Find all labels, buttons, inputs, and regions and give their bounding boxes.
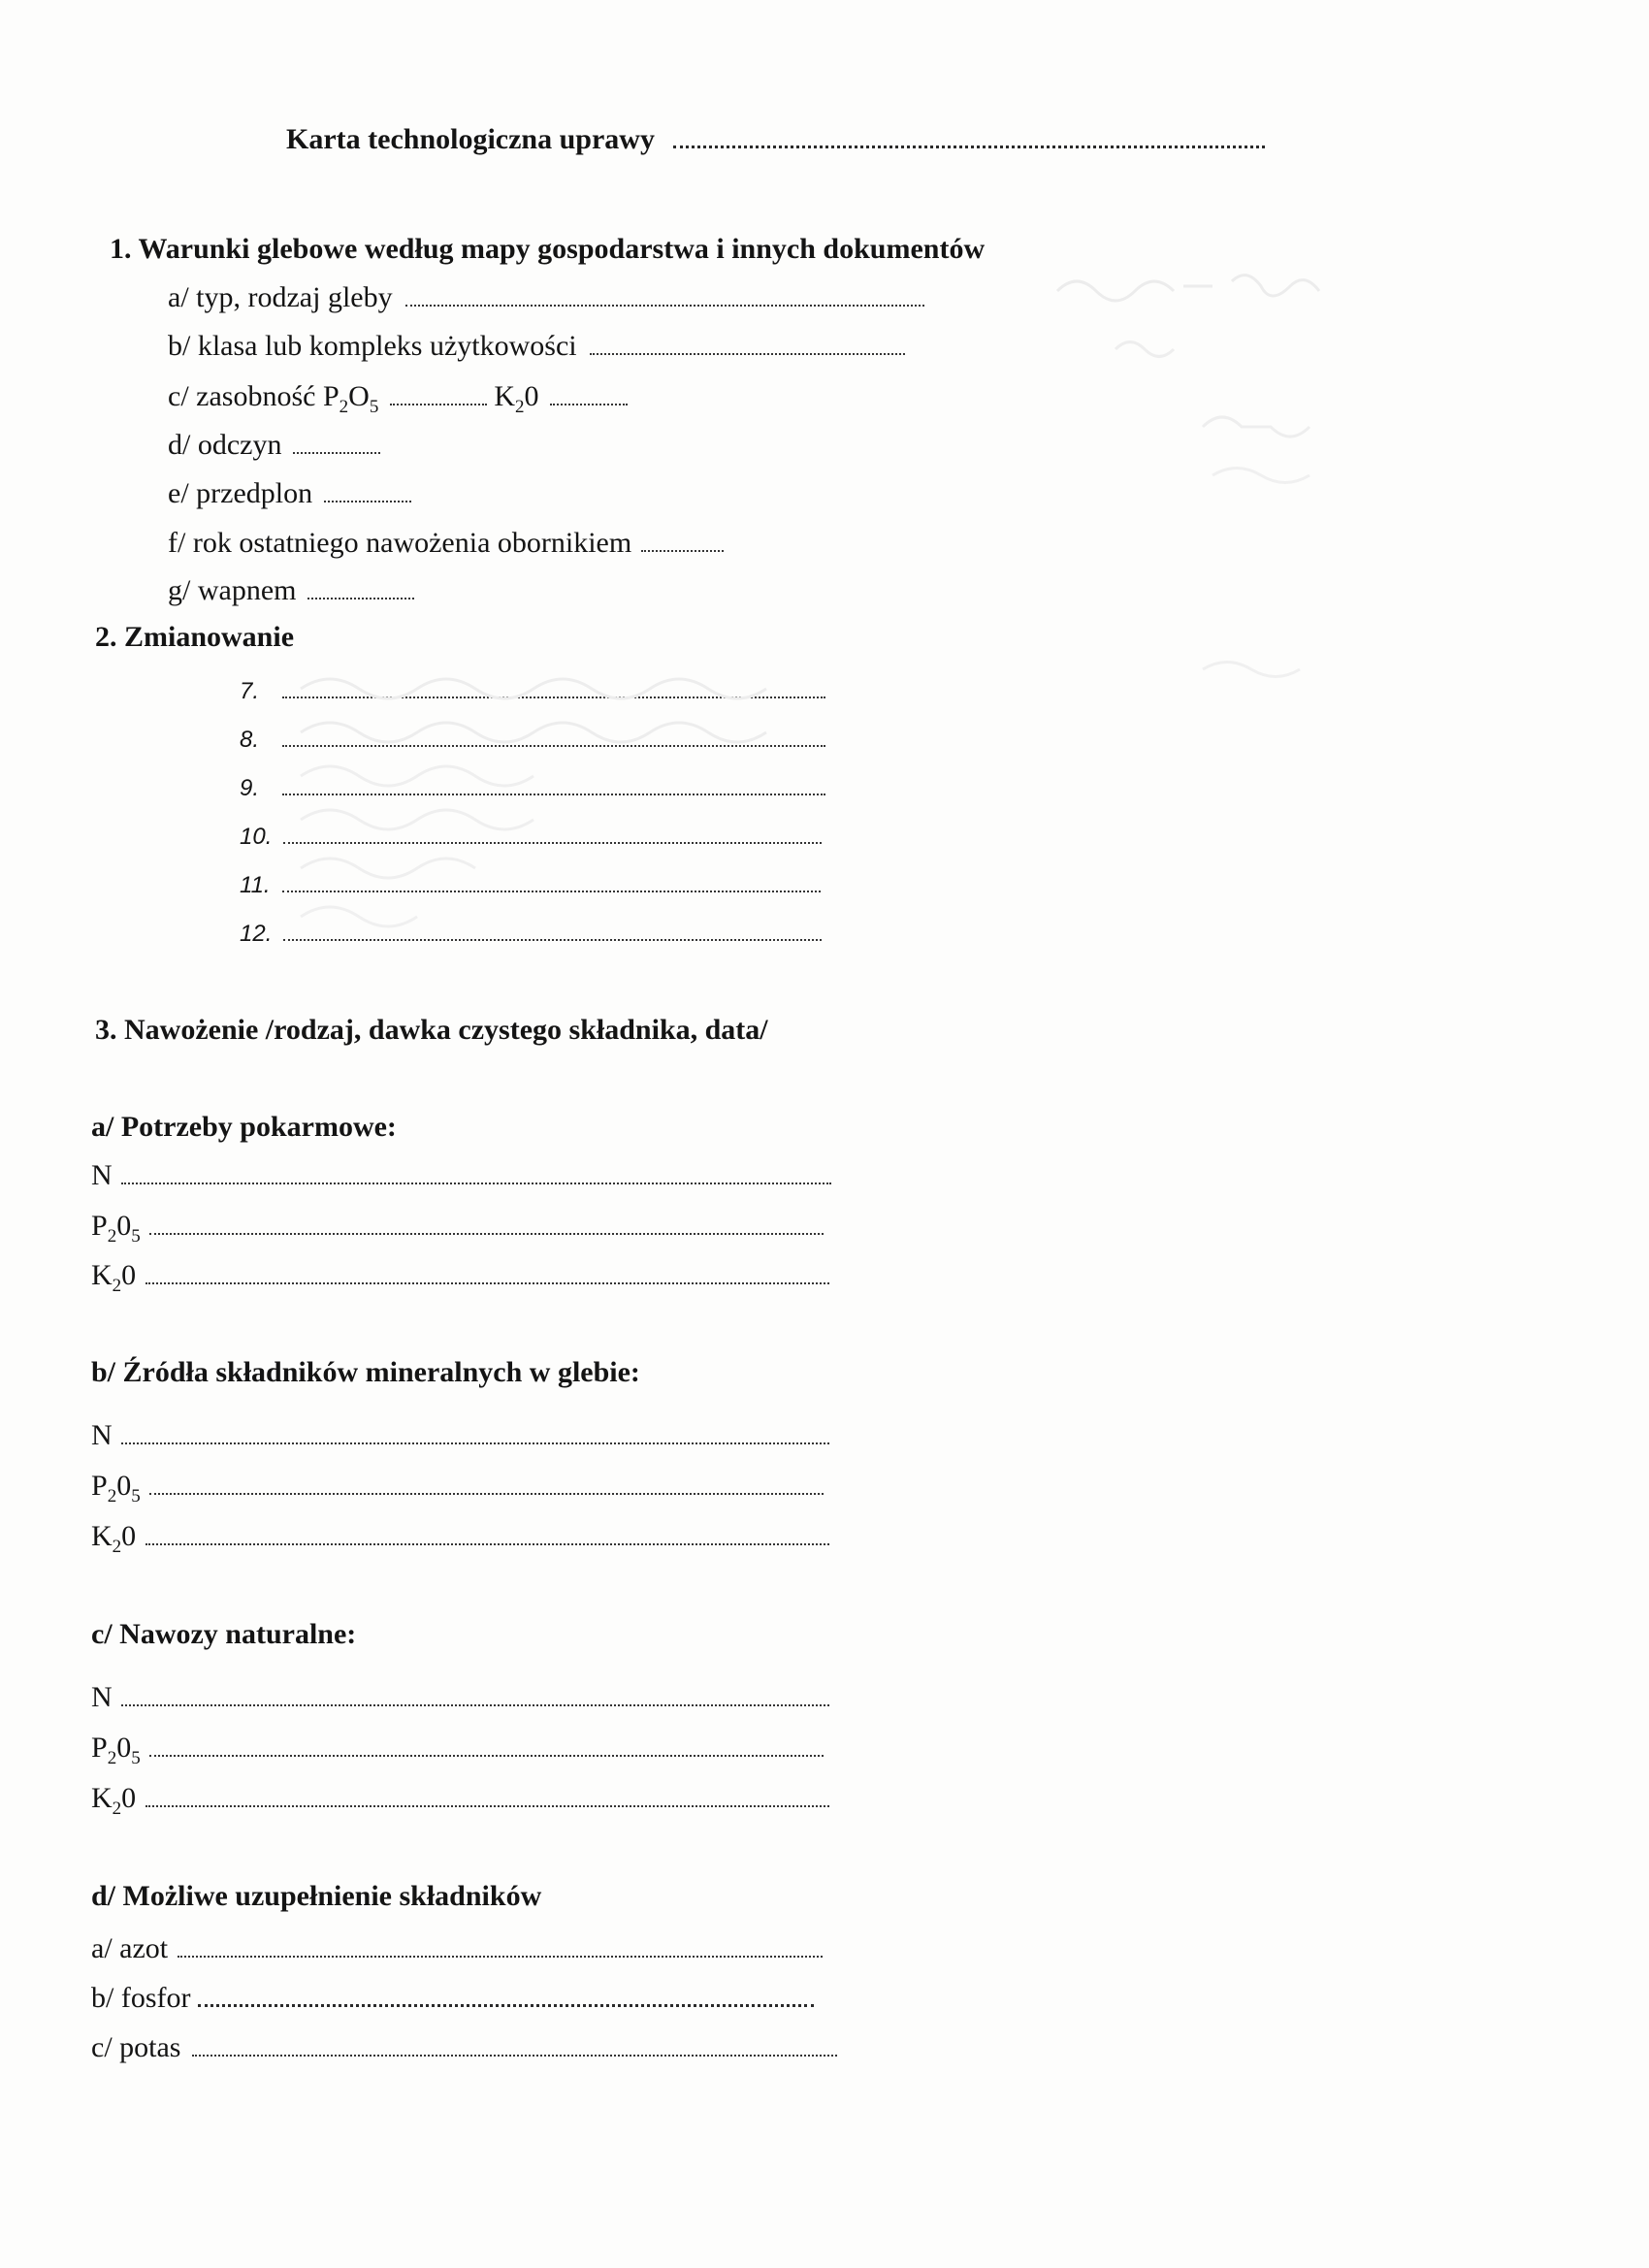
rotation-row: 7. [240, 677, 825, 705]
previous-crop-field: e/ przedplon [168, 477, 411, 510]
rotation-row: 9. [240, 774, 825, 802]
title-fill-line [673, 126, 1265, 148]
supplement-potassium: c/ potas [91, 2031, 837, 2064]
document-title: Karta technologiczna uprawy [286, 123, 1265, 156]
lime-field: g/ wapnem [168, 574, 414, 607]
soil-sources-p2o5: $P_20_5$ [91, 1470, 824, 1507]
section3-heading: 3. Nawożenie /rodzaj, dawka czystego składnika, data/ [95, 1014, 768, 1046]
faint-rotation-bleed [291, 669, 970, 951]
natural-fertilizers-n: N [91, 1681, 829, 1714]
soil-class-line[interactable] [590, 334, 905, 355]
supplement-heading: d/ Możliwe uzupełnienie składników [91, 1880, 542, 1912]
sources-p2o5-line[interactable] [149, 1474, 824, 1495]
natural-n-line[interactable] [121, 1685, 829, 1706]
needs-k2o-line[interactable] [146, 1263, 829, 1284]
soil-class-field: b/ klasa lub kompleks użytkowości [168, 330, 905, 363]
previous-crop-line[interactable] [324, 481, 411, 502]
natural-fertilizers-heading: c/ Nawozy naturalne: [91, 1618, 357, 1650]
supplement-nitrogen: a/ azot [91, 1932, 823, 1965]
section1-heading: 1. Warunki glebowe według mapy gospodarstwa i innych dokumentów [110, 233, 986, 265]
nutrient-needs-n: N [91, 1159, 831, 1192]
rotation-row: 12. [240, 920, 822, 948]
natural-fertilizers-k2o: $K_20$ [91, 1782, 829, 1820]
rotation-row: 10. [240, 823, 822, 851]
sources-k2o-line[interactable] [146, 1524, 829, 1545]
nutrient-needs-heading: a/ Potrzeby pokarmowe: [91, 1111, 397, 1143]
p2o5-content-line[interactable] [390, 384, 487, 405]
soil-type-line[interactable] [405, 285, 924, 307]
manure-year-line[interactable] [641, 531, 724, 552]
k2o-content-line[interactable] [550, 384, 628, 405]
sources-n-line[interactable] [121, 1423, 829, 1444]
natural-k2o-line[interactable] [146, 1786, 829, 1807]
needs-p2o5-line[interactable] [149, 1214, 824, 1235]
supplement-phosphorus: b/ fosfor [91, 1982, 814, 2015]
supplement-phosphorus-line[interactable] [198, 1985, 814, 2007]
soil-sources-heading: b/ Źródła składników mineralnych w glebie: [91, 1356, 640, 1388]
soil-ph-line[interactable] [293, 433, 380, 454]
soil-type-field: a/ typ, rodzaj gleby [168, 281, 924, 314]
soil-sources-k2o: $K_20$ [91, 1520, 829, 1558]
nutrient-needs-k2o: $K_20$ [91, 1259, 829, 1297]
lime-line[interactable] [307, 578, 414, 599]
rotation-row: 8. [240, 726, 825, 754]
rotation-row: 11. [240, 871, 821, 899]
needs-n-line[interactable] [121, 1163, 831, 1184]
soil-sources-n: N [91, 1419, 829, 1452]
manure-year-field: f/ rok ostatniego nawożenia obornikiem [168, 527, 724, 560]
supplement-potassium-line[interactable] [192, 2035, 837, 2057]
nutrient-content-field: c/ zasobność $P_2O_5$ $K_20$ [168, 380, 628, 418]
supplement-nitrogen-line[interactable] [178, 1936, 823, 1958]
section2-heading: 2. Zmianowanie [95, 621, 295, 653]
soil-ph-field: d/ odczyn [168, 429, 380, 462]
faint-handwriting-bleed [1018, 262, 1387, 708]
nutrient-needs-p2o5: $P_20_5$ [91, 1210, 824, 1247]
natural-fertilizers-p2o5: $P_20_5$ [91, 1732, 824, 1769]
natural-p2o5-line[interactable] [149, 1735, 824, 1757]
